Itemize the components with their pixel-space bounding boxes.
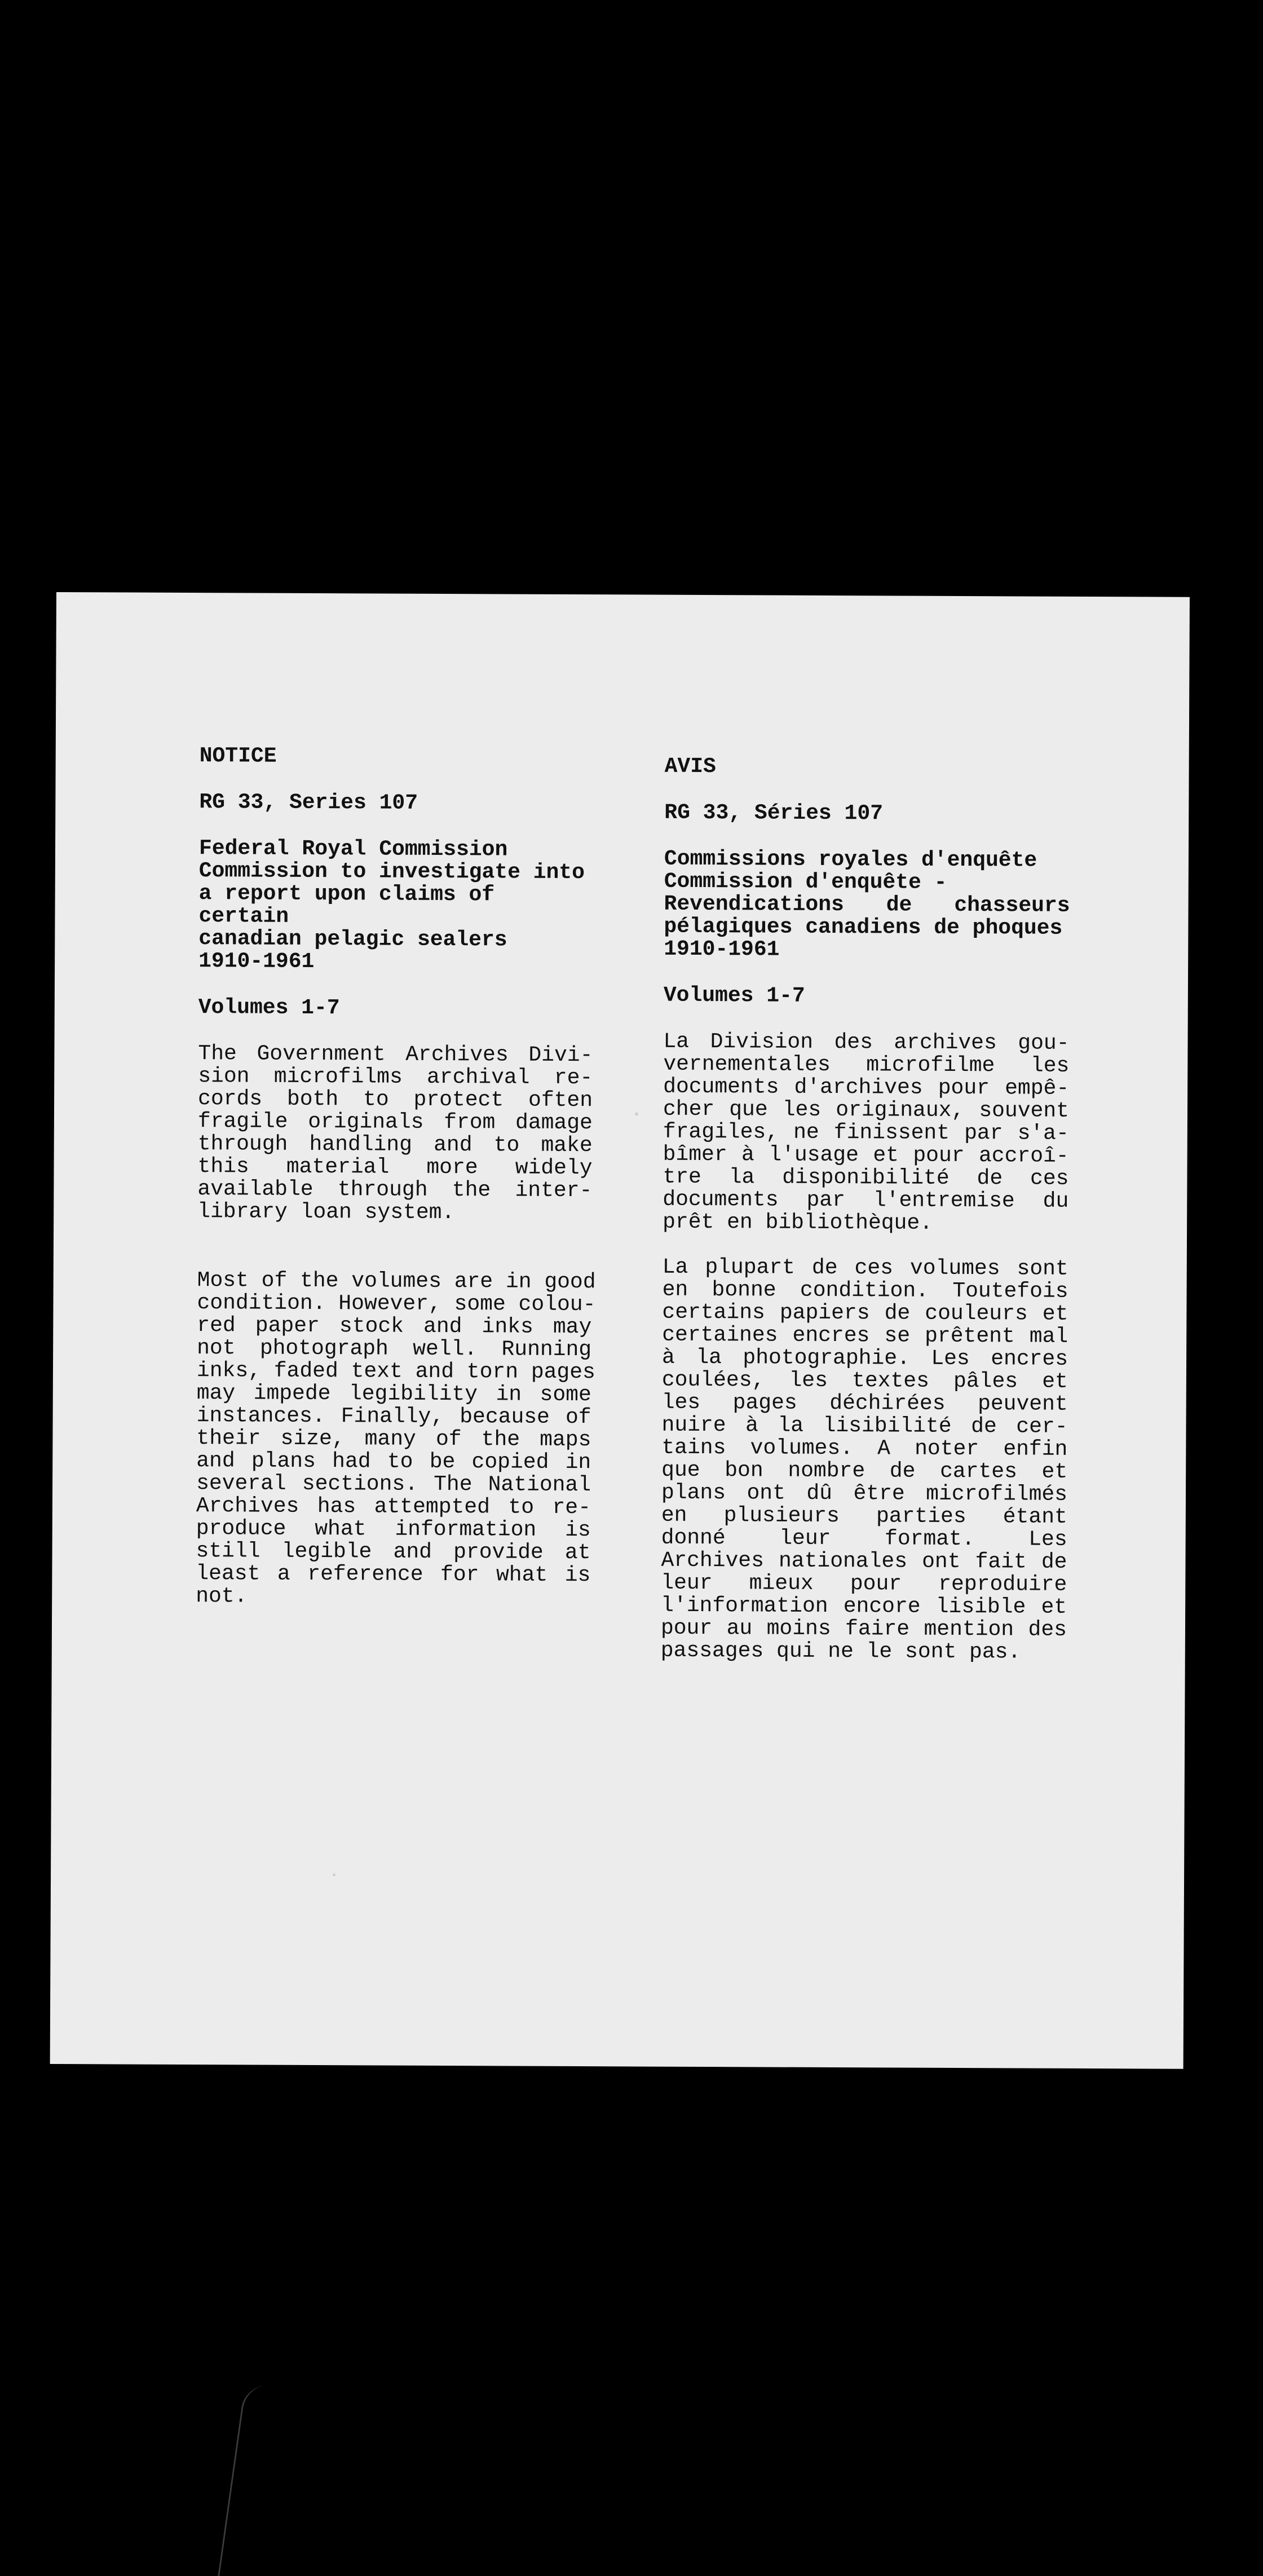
paper-speck (635, 1112, 638, 1115)
paragraph-line: inks, faded text and torn pages (196, 1358, 595, 1385)
title-line: canadian pelagic sealers (198, 927, 507, 952)
title-line: Federal Royal Commission (198, 836, 508, 862)
paragraph-line: tains volumes. A noter enfin (661, 1435, 1068, 1462)
paragraph-line: fragile originals from damage (197, 1109, 593, 1136)
paragraph-line: en plusieurs parties étant (661, 1503, 1067, 1529)
paper-speck (333, 1873, 335, 1876)
paragraph-line: library loan system. (197, 1199, 455, 1225)
volumes-label: Volumes 1-7 (663, 983, 805, 1008)
paragraph-line: en bonne condition. Toutefois (662, 1277, 1068, 1304)
paragraph-line: documents d'archives pour empê- (663, 1074, 1070, 1101)
paragraph-line: red paper stock and inks may (197, 1313, 592, 1340)
paragraph-line: pour au moins faire mention des (660, 1616, 1067, 1642)
title-line: Commission d'enquête - (664, 869, 947, 895)
paragraph-line: documents par l'entremise du (663, 1187, 1069, 1214)
microfilm-paragraph (663, 1031, 1070, 1236)
title-line: Commissions royales d'enquête (664, 846, 1037, 873)
title-line: Commission to investigate into (198, 859, 585, 885)
paragraph-line: produce what information is (196, 1516, 591, 1543)
paragraph-line: vernementales microfilme les (663, 1052, 1070, 1078)
paragraph-line: instances. Finally, because of (196, 1404, 591, 1430)
paragraph-line: La Division des archives gou- (663, 1029, 1070, 1056)
title-line: Revendications de chasseurs (664, 892, 1070, 918)
paragraph-line: cher que les originaux, souvent (663, 1097, 1070, 1123)
microfilm-paragraph (197, 1043, 593, 1225)
paragraph-line: this material more widely (197, 1154, 593, 1181)
condition-paragraph (196, 1268, 596, 1609)
film-edge-mark (218, 2385, 269, 2576)
paragraph-line: Archives has attempted to re- (196, 1494, 591, 1520)
paragraph-line: bîmer à l'usage et pour accroî- (663, 1142, 1069, 1168)
french-column (661, 756, 1071, 1687)
title-line: pélagiques canadiens de phoques (664, 914, 1063, 941)
paragraph-line: passages qui ne le sont pas. (660, 1638, 1021, 1665)
condition-paragraph (661, 1256, 1068, 1664)
document-page (50, 592, 1190, 2069)
paragraph-line: plans ont dû être microfilmés (661, 1480, 1068, 1507)
title-line: 1910-1961 (198, 949, 315, 974)
commission-title (664, 848, 1070, 963)
paragraph-line: through handling and to make (197, 1132, 593, 1158)
paragraph-line: cords both to protect often (197, 1087, 593, 1113)
paragraph-line: least a reference for what is (196, 1562, 591, 1588)
paragraph-line: The Government Archives Divi- (198, 1042, 593, 1068)
paragraph-line: les pages déchirées peuvent (661, 1390, 1068, 1417)
paragraph-line: à la photographie. Les encres (661, 1345, 1068, 1371)
paragraph-line: Most of the volumes are in good (197, 1268, 596, 1295)
paragraph-line: Archives nationales ont fait de (661, 1548, 1067, 1574)
paragraph-line: nuire à la lisibilité de cer- (661, 1413, 1068, 1439)
paragraph-line: may impede legibility in some (196, 1381, 591, 1408)
paragraph-line: coulées, les textes pâles et (661, 1368, 1068, 1394)
paragraph-line: l'information encore lisible et (661, 1593, 1067, 1620)
paragraph-line: condition. However, some colou- (197, 1291, 596, 1317)
commission-title (198, 837, 594, 974)
series-label: RG 33, Séries 107 (664, 800, 884, 826)
paragraph-line: their size, many of the maps (196, 1426, 591, 1453)
paragraph-line: que bon nombre de cartes et (661, 1458, 1068, 1484)
volumes-label: Volumes 1-7 (198, 995, 340, 1021)
paragraph-line: La plupart de ces volumes sont (662, 1255, 1068, 1281)
title-line: 1910-1961 (664, 937, 780, 962)
avis-heading: AVIS (664, 754, 716, 779)
paragraph-line: certaines encres se prêtent mal (662, 1322, 1068, 1349)
title-line: a report upon claims of certain (198, 881, 495, 929)
paragraph-line: not photograph well. Running (197, 1336, 592, 1362)
paragraph-line: several sections. The National (196, 1471, 591, 1498)
paragraph-line: tre la disponibilité de ces (663, 1165, 1069, 1191)
paragraph-line: leur mieux pour reproduire (661, 1571, 1067, 1597)
paragraph-line: available through the inter- (197, 1177, 593, 1203)
paragraph-line: sion microfilms archival re- (198, 1064, 593, 1091)
paragraph-line: certains papiers de couleurs et (662, 1300, 1068, 1326)
notice-heading: NOTICE (199, 744, 277, 769)
paragraph-line: donné leur format. Les (661, 1525, 1067, 1552)
paragraph-line: and plans had to be copied in (196, 1449, 591, 1475)
english-column (196, 745, 594, 1632)
paragraph-line: still legible and provide at (196, 1539, 591, 1565)
paragraph-line: not. (196, 1584, 248, 1609)
paragraph-line: prêt en bibliothèque. (663, 1210, 933, 1236)
paragraph-line: fragiles, ne finissent par s'a- (663, 1119, 1069, 1146)
series-label: RG 33, Series 107 (199, 790, 418, 815)
